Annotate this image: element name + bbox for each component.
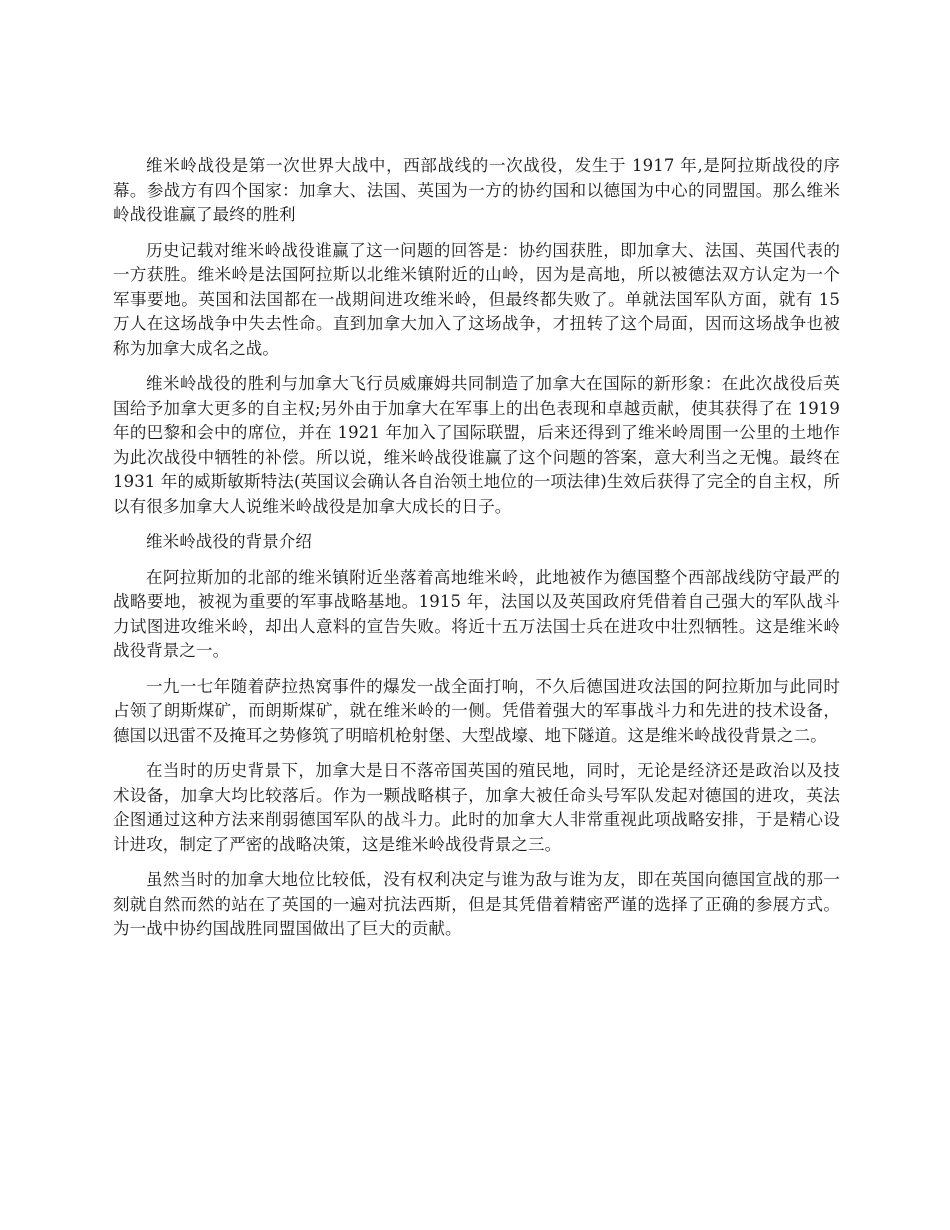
paragraph-background-1: 在阿拉斯加的北部的维米镇附近坐落着高地维米岭，此地被作为德国整个西部战线防守最严的战略要地，被视为重要的军事战略基地。1915 年，法国以及英国政府凭借着自己强大的军队战斗力试图进攻维米岭，却出人意料的宣告失败。将近十五万法国士兵在进攻中壮烈牺牲。这是维米岭战役背景之一。 <box>113 567 840 660</box>
document-body <box>113 154 840 953</box>
paragraph-significance: 维米岭战役的胜利与加拿大飞行员威廉姆共同制造了加拿大在国际的新形象：在此次战役后英国给予加拿大更多的自主权;另外由于加拿大在军事上的出色表现和卓越贡献，使其获得了在 1919 年的巴黎和会中的席位，并在 1921 年加入了国际联盟，后来还得到了维米岭周围一公里的土地作为此次战役中牺牲的补偿。所以说，维米岭战役谁赢了这个问题的答案，意大利当之无愧。最终在 1931 年的威斯敏斯特法(英国议会确认各自治领土地位的一项法律)生效后获得了完全的自主权，所以有很多加拿大人说维米岭战役是加拿大成长的日子。 <box>113 374 840 516</box>
paragraph-intro: 维米岭战役是第一次世界大战中，西部战线的一次战役，发生于 1917 年,是阿拉斯战役的序幕。参战方有四个国家：加拿大、法国、英国为一方的协约国和以德国为中心的同盟国。那么维米岭战役谁赢了最终的胜利 <box>113 156 840 224</box>
section-heading-background: 维米岭战役的背景介绍 <box>146 532 312 551</box>
paragraph-background-2: 一九一七年随着萨拉热窝事件的爆发一战全面打响，不久后德国进攻法国的阿拉斯加与此同时占领了朗斯煤矿，而朗斯煤矿，就在维米岭的一侧。凭借着强大的军事战斗力和先进的技术设备，德国以迅雷不及掩耳之势修筑了明暗机枪射堡、大型战壕、地下隧道。这是维米岭战役背景之二。 <box>113 676 840 745</box>
paragraph-conclusion: 虽然当时的加拿大地位比较低，没有权利决定与谁为敌与谁为友，即在英国向德国宣战的那一刻就自然而然的站在了英国的一遍对抗法西斯，但是其凭借着精密严谨的选择了正确的参展方式。为一战中协约国战胜同盟国做出了巨大的贡献。 <box>113 870 840 938</box>
paragraph-background-3: 在当时的历史背景下，加拿大是日不落帝国英国的殖民地，同时，无论是经济还是政治以及技术设备，加拿大均比较落后。作为一颗战略棋子，加拿大被任命头号军队发起对德国的进攻，英法企图通过这种方法来削弱德国军队的战斗力。此时的加拿大人非常重视此项战略安排，于是精心设计进攻，制定了严密的战略决策，这是维米岭战役背景之三。 <box>113 761 840 854</box>
paragraph-victor: 历史记载对维米岭战役谁赢了这一问题的回答是：协约国获胜，即加拿大、法国、英国代表的一方获胜。维米岭是法国阿拉斯以北维米镇附近的山岭，因为是高地，所以被德法双方认定为一个军事要地。英国和法国都在一战期间进攻维米岭，但最终都失败了。单就法国军队方面，就有 15 万人在这场战争中失去性命。直到加拿大加入了这场战争，才扭转了这个局面，因而这场战争也被称为加拿大成名之战。 <box>113 240 840 358</box>
